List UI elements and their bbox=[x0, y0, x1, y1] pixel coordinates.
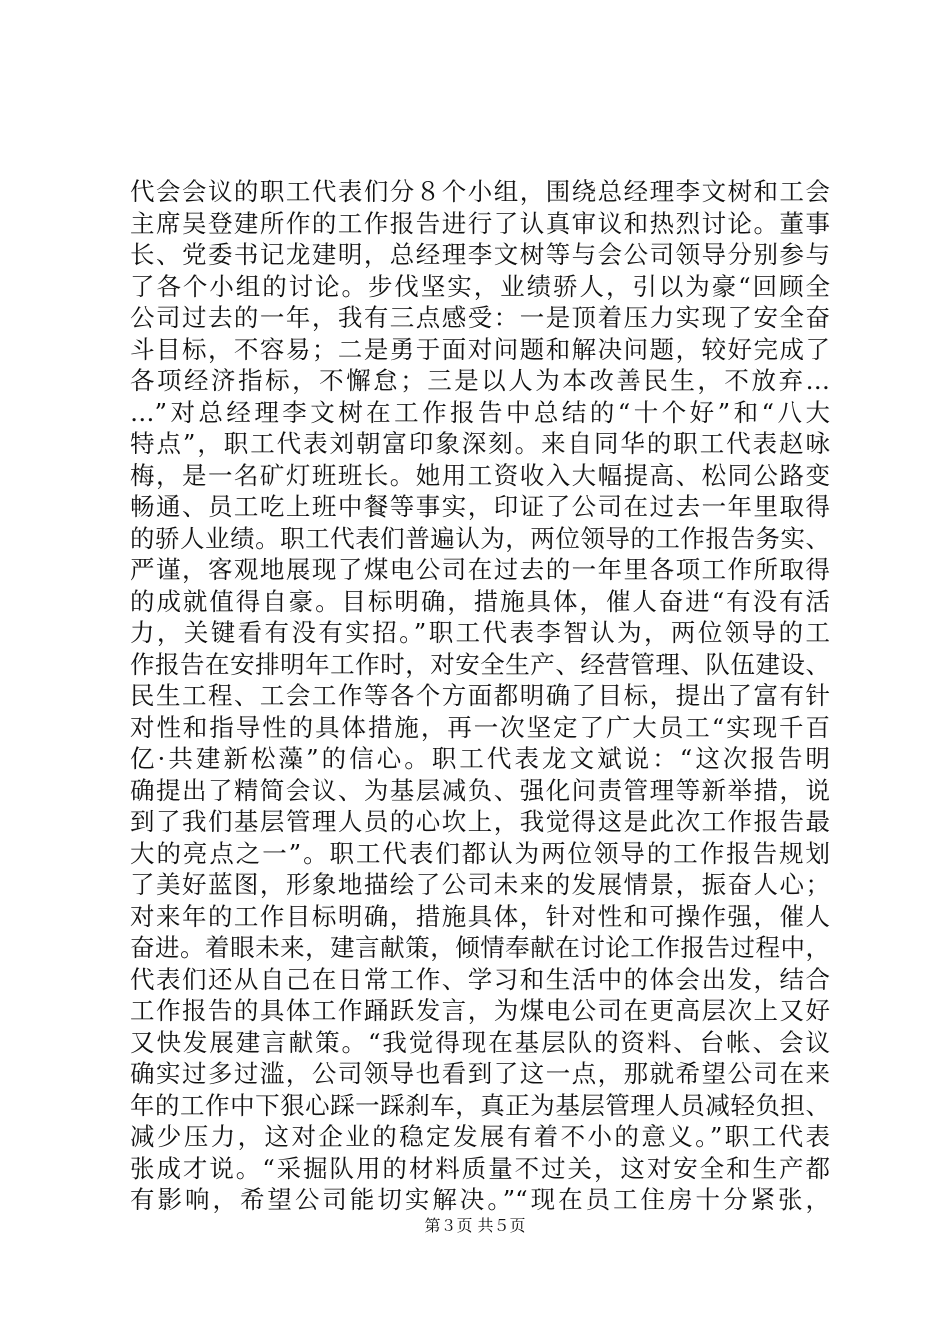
text-line: 公司过去的一年，我有三点感受：一是顶着压力实现了安全奋 bbox=[130, 303, 830, 332]
text-line: 力，关键看有没有实招。”职工代表李智认为，两位领导的工 bbox=[130, 618, 830, 647]
text-line: 确实过多过滥，公司领导也看到了这一点，那就希望公司在来 bbox=[130, 1059, 830, 1088]
text-line: 对来年的工作目标明确，措施具体，针对性和可操作强，催人 bbox=[130, 901, 830, 931]
text-line: 各项经济指标，不懈怠；三是以人为本改善民生，不放弃… bbox=[130, 366, 830, 395]
text-line: 畅通、员工吃上班中餐等事实，印证了公司在过去一年里取得 bbox=[130, 492, 830, 521]
text-line: 确提出了精简会议、为基层减负、强化问责管理等新举措，说 bbox=[130, 775, 830, 805]
text-line: 了美好蓝图，形象地描绘了公司未来的发展情景，振奋人心； bbox=[130, 870, 830, 899]
text-line: 的成就值得自豪。目标明确，措施具体，催人奋进“有没有活 bbox=[130, 586, 830, 616]
text-line: 斗目标，不容易；二是勇于面对问题和解决问题，较好完成了 bbox=[130, 334, 830, 364]
body-text bbox=[130, 176, 830, 1216]
text-line: 又快发展建言献策。“我觉得现在基层队的资料、台帐、会议 bbox=[130, 1027, 830, 1057]
text-line: 减少压力，这对企业的稳定发展有着不小的意义。”职工代表 bbox=[130, 1122, 830, 1151]
text-line: 对性和指导性的具体措施，再一次坚定了广大员工“实现千百 bbox=[130, 712, 830, 742]
text-line: 严谨，客观地展现了煤电公司在过去的一年里各项工作所取得 bbox=[130, 555, 830, 584]
text-line: 年的工作中下狠心踩一踩刹车，真正为基层管理人员减轻负担、 bbox=[130, 1090, 830, 1120]
text-line: 代表们还从自己在日常工作、学习和生活中的体会出发，结合 bbox=[130, 964, 830, 994]
text-line: 工作报告的具体工作踊跃发言，为煤电公司在更高层次上又好 bbox=[130, 996, 830, 1025]
text-line: 有影响，希望公司能切实解决。”“现在员工住房十分紧张， bbox=[130, 1185, 830, 1214]
text-line: 的骄人业绩。职工代表们普遍认为，两位领导的工作报告务实、 bbox=[130, 523, 830, 553]
text-line: 民生工程、工会工作等各个方面都明确了目标，提出了富有针 bbox=[130, 681, 830, 710]
text-line: 作报告在安排明年工作时，对安全生产、经营管理、队伍建设、 bbox=[130, 649, 830, 679]
text-line: 了各个小组的讨论。步伐坚实，业绩骄人，引以为豪“回顾全 bbox=[130, 271, 830, 301]
text-line: 长、党委书记龙建明，总经理李文树等与会公司领导分别参与 bbox=[130, 240, 830, 269]
text-line: 大的亮点之一”。职工代表们都认为两位领导的工作报告规划 bbox=[130, 838, 830, 868]
text-line: 亿·共建新松藻”的信心。职工代表龙文斌说：“这次报告明 bbox=[130, 744, 830, 773]
text-line: 代会会议的职工代表们分８个小组，围绕总经理李文树和工会 bbox=[130, 177, 830, 206]
text-line: 张成才说。“采掘队用的材料质量不过关，这对安全和生产都 bbox=[130, 1153, 830, 1183]
text-line: 奋进。着眼未来，建言献策，倾情奉献在讨论工作报告过程中， bbox=[130, 933, 830, 962]
text-line: 梅，是一名矿灯班班长。她用工资收入大幅提高、松同公路变 bbox=[130, 460, 830, 490]
page-number-footer: 第３页 共５页 bbox=[424, 1216, 526, 1235]
text-line: …”对总经理李文树在工作报告中总结的“十个好”和“八大 bbox=[130, 397, 830, 427]
text-line: 主席吴登建所作的工作报告进行了认真审议和热烈讨论。董事 bbox=[130, 208, 830, 238]
text-line: 到了我们基层管理人员的心坎上，我觉得这是此次工作报告最 bbox=[130, 807, 830, 836]
text-line: 特点”，职工代表刘朝富印象深刻。来自同华的职工代表赵咏 bbox=[130, 429, 830, 458]
